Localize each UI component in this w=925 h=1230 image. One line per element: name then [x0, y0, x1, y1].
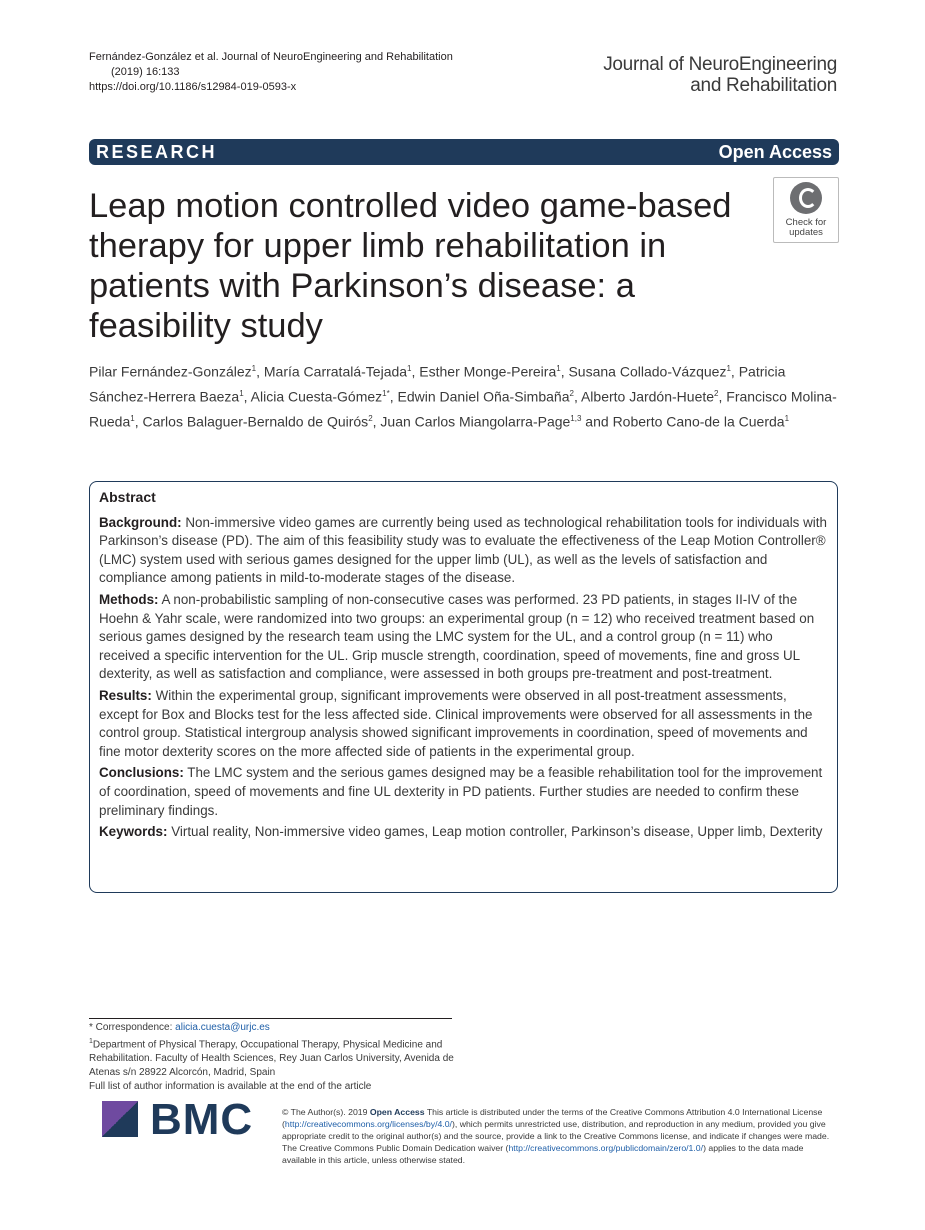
correspondence: [89, 1021, 459, 1035]
license-part1: This article is distributed under the terms of the Creative Commons Attribution 4.0 International License (: [282, 1107, 823, 1129]
author-affiliation-sup: 1: [251, 364, 257, 373]
open-access-label: Open Access: [718, 142, 832, 162]
section-label-results: Results:: [99, 687, 152, 703]
section-label-conclusions: Conclusions:: [99, 765, 184, 781]
license-open-access: Open Access: [369, 1107, 425, 1117]
author-name: Pilar Fernández-González: [89, 363, 252, 380]
correspondence-label: * Correspondence:: [89, 1022, 176, 1033]
license-part2: ), which permits unrestricted use, distribution, and reproduction in any medium, provided you give appropriate credit to the original author(s) and the source, provide a link to the Creative Commons license, and indicate if changes were made. The Creative Commons Public Domain Dedication waiver (: [282, 1119, 830, 1153]
email-link[interactable]: alicia.cuesta@urjc.es: [175, 1022, 270, 1033]
journal-logo-line1: Journal of NeuroEngineering: [603, 54, 837, 75]
author-name: Patricia Sánchez-Herrera Baeza: [89, 363, 786, 405]
abstract-section: [99, 764, 827, 820]
bookmark-icon: [790, 182, 822, 214]
author-name: Carlos Balaguer-Bernaldo de Quirós: [142, 413, 369, 430]
license-link-zero[interactable]: http://creativecommons.org/publicdomain/zero/1.0/: [508, 1143, 704, 1153]
author-name: María Carratalá-Tejada: [263, 363, 408, 380]
citation: [89, 50, 453, 95]
affiliation: [89, 1035, 459, 1080]
section-label-background: Background:: [99, 514, 182, 530]
check-for-updates-badge[interactable]: [773, 177, 839, 243]
license-text: [282, 1106, 832, 1166]
author-name: Francisco Molina-Rueda: [89, 388, 837, 430]
section-text-keywords: Virtual reality, Non-immersive video games, Leap motion controller, Parkinson’s disease, Upper limb, Dexterity: [171, 824, 823, 840]
abstract-section: [99, 514, 827, 588]
section-text-methods: A non-probabilistic sampling of non-consecutive cases was performed. 23 PD patients, in stages II-IV of the Hoehn & Yahr scale, were randomized into two groups: an experimental group (n = 12) who received treatment based on serious games designed by the research team using the LMC system for the UL, and a control group (n = 11) who received a specific intervention for the UL. Grip muscle strength, coordination, speed of movements, fine and gross UL dexterity, as well as satisfaction and compliance, were assessed in both groups pre-treatment and post-treatment.: [99, 591, 815, 682]
license-part3: ) applies to the data made available in this article, unless otherwise stated.: [282, 1143, 804, 1165]
author-affiliation-sup: 1: [726, 364, 731, 373]
abstract-heading: Abstract: [99, 489, 156, 505]
bmc-logo-text: BMC: [150, 1095, 254, 1144]
abstract-section: [99, 823, 827, 842]
author-name: Alicia Cuesta-Gómez: [250, 388, 383, 405]
author-affiliation-sup: 1: [407, 364, 412, 373]
license-lead: © The Author(s). 2019: [282, 1107, 370, 1117]
author-name: Edwin Daniel Oña-Simbaña: [397, 388, 570, 405]
footnote: [89, 1021, 459, 1094]
section-text-background: Non-immersive video games are currently being used as technological rehabilitation tools for individuals with Parkinson’s disease (PD). The aim of this feasibility study was to evaluate the effectiveness of the Leap Motion Controller® (LMC) system used with serious games designed for the upper limb (UL), as well as the levels of satisfaction and compliance among patients in mild-to-moderate stages of the disease.: [99, 514, 827, 586]
citation-line: Fernández-González et al. Journal of NeuroEngineering and Rehabilitation: [89, 51, 453, 63]
abstract-box: [89, 481, 838, 893]
footnote-divider: [89, 1018, 452, 1019]
author-affiliation-sup: 1: [556, 364, 561, 373]
section-label-methods: Methods:: [99, 591, 159, 607]
affiliation-text: Department of Physical Therapy, Occupational Therapy, Physical Medicine and Rehabilitation. Faculty of Health Sciences, Rey Juan Carlos University, Avenida de Atenas s/n 28922 Alcorcón, Madrid, Spain: [89, 1039, 454, 1079]
author-affiliation-sup: 1*: [382, 389, 390, 399]
bmc-logo-icon: [102, 1101, 138, 1137]
author-affiliation-sup: 1,3: [570, 414, 582, 424]
article-type-banner: [89, 139, 839, 165]
author-affiliation-sup: 1: [239, 389, 244, 399]
section-text-results: Within the experimental group, significant improvements were observed in all post-treatment assessments, except for Box and Blocks test for the less affected side. Clinical improvements were observed for all assessments in the control group. Statistical intergroup analysis showed significant improvements in coordination, speed of movements and fine motor dexterity scores on the more affected side of patients in the experimental group.: [99, 687, 813, 759]
citation-volume: (2019) 16:133: [111, 66, 180, 78]
check-updates-line2: updates: [789, 227, 823, 238]
section-text-conclusions: The LMC system and the serious games designed may be a feasible rehabilitation tool for the improvement of coordination, speed of movements and fine UL dexterity in PD patients. Further studies are needed to confirm these preliminary findings.: [99, 765, 823, 818]
bmc-logo: [102, 1095, 267, 1145]
author-list: Pilar Fernández-González$^1$, María Carratalá-Tejada$^1$, Esther Monge-Pereira$^1$, Susana Collado-Vázquez$^1$, Patricia Sánchez-Herrera Baeza$^1$, Alicia Cuesta-Gómez$^{1*}$, Edwin Daniel Oña-Simbaña$^2$, Alberto Jardón-Huete$^2$, Francisco Molina-Rueda$^1$, Carlos Balaguer-Bernaldo de Quirós$^2$, Juan Carlos Miangolarra-Page$^{1,3}$ and Roberto Cano-de la Cuerda$^1$: [89, 363, 837, 430]
section-label: RESEARCH: [96, 142, 218, 162]
author-affiliation-sup: 1: [130, 414, 135, 424]
author-affiliation-sup: 2: [368, 414, 373, 424]
check-updates-line1: Check for: [785, 217, 827, 228]
doi-link[interactable]: https://doi.org/10.1186/s12984-019-0593-x: [89, 81, 297, 93]
author-name: Juan Carlos Miangolarra-Page: [380, 413, 571, 430]
author-affiliation-sup: 2: [569, 389, 574, 399]
section-label-keywords: Keywords:: [99, 824, 168, 840]
article-title: Leap motion controlled video game-based therapy for upper limb rehabilitation in patients with Parkinson’s disease: a feasibility study: [89, 187, 732, 345]
journal-logo-line2: and Rehabilitation: [690, 75, 837, 96]
abstract-section: [99, 687, 827, 761]
full-list-note: Full list of author information is available at the end of the article: [89, 1081, 372, 1093]
author-name: Roberto Cano-de la Cuerda: [612, 413, 785, 430]
abstract-section: [99, 591, 827, 684]
license-link-by[interactable]: http://creativecommons.org/licenses/by/4.0/: [284, 1119, 452, 1129]
author-name: Alberto Jardón-Huete: [580, 388, 715, 405]
author-name: Susana Collado-Vázquez: [568, 363, 727, 380]
journal-logo: [603, 54, 837, 96]
author-affiliation-sup: 2: [714, 389, 719, 399]
affiliation-sup: 1: [89, 1038, 93, 1045]
author-affiliation-sup: 1: [784, 414, 790, 424]
author-name: Esther Monge-Pereira: [419, 363, 557, 380]
